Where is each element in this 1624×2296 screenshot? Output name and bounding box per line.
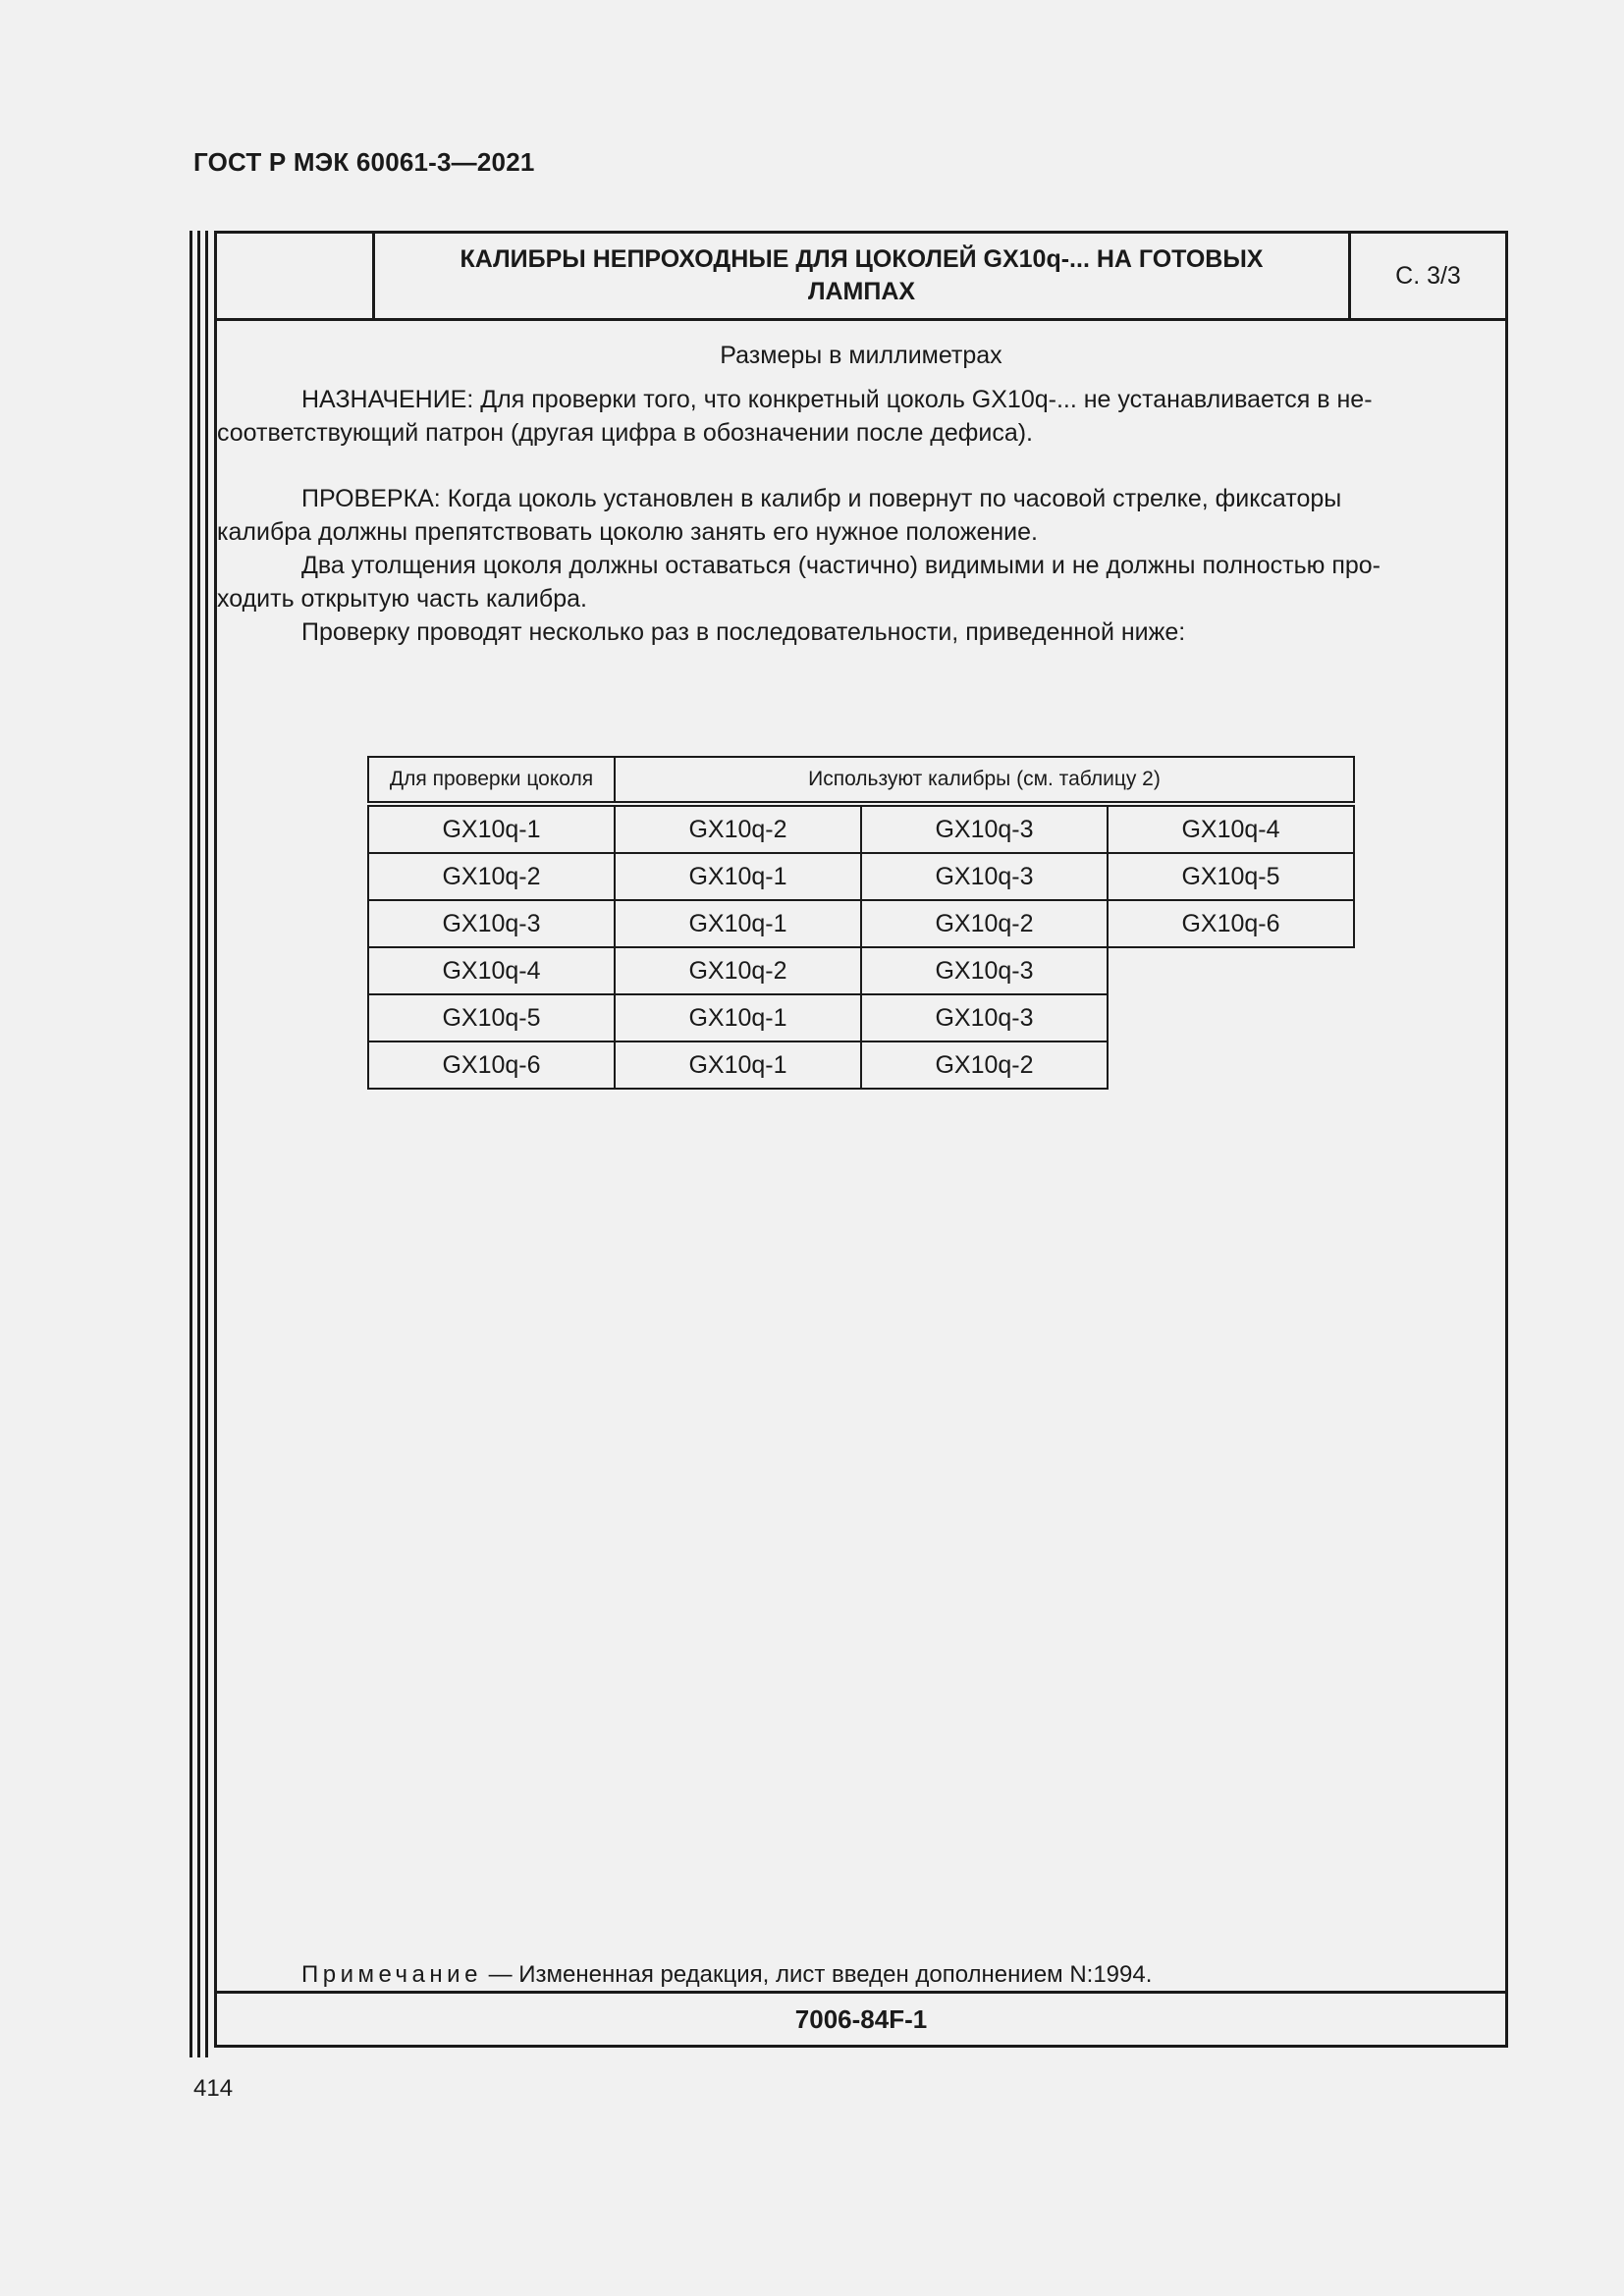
sheet-content [217,318,1505,1079]
margin-line [189,231,192,2057]
sheet-note [301,1961,1152,1989]
note-label: Примечание [301,1961,482,1988]
check-line-1: ПРОВЕРКА: Когда цоколь установлен в калибр и повернут по часовой стрелке, фиксаторы [301,485,1342,512]
sheet-title: КАЛИБРЫ НЕПРОХОДНЫЕ ДЛЯ ЦОКОЛЕЙ GX10q-... НА ГОТОВЫХ ЛАМПАХ [460,245,1264,305]
gauge-table [367,756,1355,1090]
cell-gauge: GX10q-1 [615,853,861,900]
cell-gauge: GX10q-3 [861,804,1108,853]
header-gauges: Используют калибры (см. таблицу 2) [615,757,1354,804]
cell-gauge: GX10q-5 [1108,853,1354,900]
sequence-paragraph: Проверку проводят несколько раз в последовательности, приведенной ниже: [301,618,1186,646]
document-header: ГОСТ Р МЭК 60061-3—2021 [193,147,535,177]
cell-gauge: GX10q-2 [861,1041,1108,1089]
cell-base: GX10q-5 [368,994,615,1041]
table-row [368,994,1354,1041]
margin-line [197,231,200,2057]
page-number: 414 [193,2075,234,2102]
cell-empty [1108,947,1354,994]
cell-gauge: GX10q-2 [861,900,1108,947]
cell-gauge: GX10q-1 [615,1041,861,1089]
table-row [368,1041,1354,1089]
note-text: — Измененная редакция, лист введен дополнением N:1994. [481,1961,1153,1988]
check-line-2: калибра должны препятствовать цоколю занять его нужное положение. [217,518,1038,546]
cell-gauge: GX10q-1 [615,900,861,947]
thickenings-line-1: Два утолщения цоколя должны оставаться (частично) видимыми и не должны полностью про- [301,552,1380,579]
table-header-row [368,757,1354,804]
table-row [368,900,1354,947]
cell-gauge: GX10q-3 [861,994,1108,1041]
cell-gauge: GX10q-4 [1108,804,1354,853]
title-block [217,234,1505,321]
cell-empty [1108,1041,1354,1089]
cell-base: GX10q-6 [368,1041,615,1089]
table-row [368,947,1354,994]
table-row [368,853,1354,900]
cell-gauge: GX10q-2 [615,947,861,994]
sheet-page-ref: С. 3/3 [1348,234,1505,318]
cell-gauge: GX10q-3 [861,947,1108,994]
purpose-line-1: НАЗНАЧЕНИЕ: Для проверки того, что конкретный цоколь GX10q-... не устанавливается в не- [301,386,1373,413]
cell-empty [1108,994,1354,1041]
margin-line [205,231,208,2057]
thickenings-line-2: ходить открытую часть калибра. [217,585,587,613]
table-row [368,804,1354,853]
sheet-frame [214,231,1508,2048]
check-paragraph [217,482,1505,549]
cell-gauge: GX10q-2 [615,804,861,853]
purpose-paragraph [217,383,1505,450]
purpose-line-2: соответствующий патрон (другая цифра в обозначении после дефиса). [217,419,1033,447]
cell-base: GX10q-2 [368,853,615,900]
cell-base: GX10q-4 [368,947,615,994]
header-base: Для проверки цоколя [368,757,615,804]
sheet-code: 7006-84F-1 [217,1991,1505,2045]
thickenings-paragraph [217,549,1505,615]
dimensions-note: Размеры в миллиметрах [720,342,1002,369]
cell-base: GX10q-3 [368,900,615,947]
title-block-empty-cell [217,234,375,318]
cell-gauge: GX10q-6 [1108,900,1354,947]
cell-gauge: GX10q-1 [615,994,861,1041]
cell-base: GX10q-1 [368,804,615,853]
cell-gauge: GX10q-3 [861,853,1108,900]
